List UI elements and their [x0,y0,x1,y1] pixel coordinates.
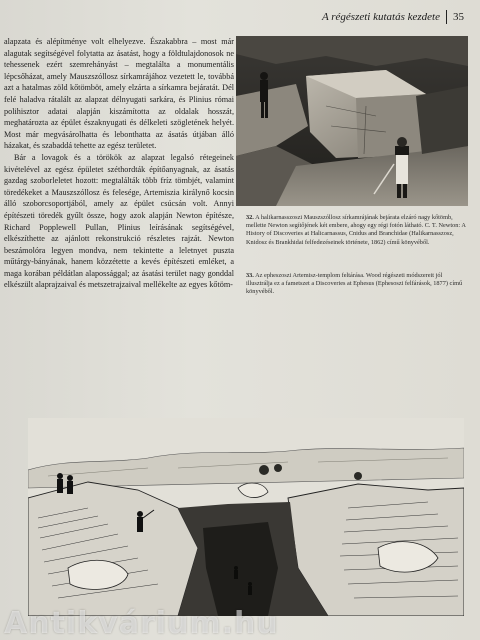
body-paragraph-1: alapzata és alépítménye volt elhelyezve. Északabbra – most már alagutak segítségével folytatta az ásatást, hogy a földtulajdonosok ne tehessenek ezért szemrehányást – megtalálta a monumentális lépcsőházat, amely Mauszszóllosz sírkamrájához vezetett le, továbbá azt a hatalmas zöld kőtömböt, amely elzárta a sírkamra bejáratát. Dél felé haladva rátalált az alapzat délnyugati sarkára, és Plinius római polihisztor adatai alapján kiszámította az oldalak hosszát, meghatározta az épület északnyugati és délkeleti szögletének helyét. Most már megvásárolhatta és lebonthatta az ásatás útjában álló házakat, és szabaddá tehette az egész területet. [4,37,234,151]
running-head-divider [446,10,447,24]
excavation-photo [236,36,468,206]
watermark: Antikvárium.hu [4,606,279,640]
excavation-photo-image [236,36,468,206]
running-head [322,8,464,26]
caption-33-number: 33. [246,272,254,279]
caption-32-number: 32. [246,214,254,221]
caption-33 [246,272,468,297]
caption-32-text: A halikarnasszoszi Mauszszóllosz sírkamrájának bejárata elzáró nagy kőtömb, mellette Newton segítőjének két embere, ahogy egy régi fotón látható. C. T. Newton: A History of Discoveries at Halicarnassus, Cnidus and Branchidae (Halikarnasszosz, Knidosz és Brankhidai felfedezéseinek története, 1862) című könyvéből. [246,214,466,246]
caption-32 [246,214,468,247]
engraving-image [28,418,464,616]
excavation-engraving [28,418,464,616]
body-text-column [4,36,234,414]
body-paragraph-2: Bár a lovagok és a törökök az alapzat legalsó rétegeinek kivételével az egész épületet széthordták építőanyagnak, az ásatás gazdag szoborleletet hozott: megtalálták több fríz tömbjét, valamint töredékeket a Mauszszóllosz és felesége, Artemiszia királynő kocsin álló szoborcsoportjából, amely az épület csúcsán volt. Annyi építészeti töredék gyűlt össze, hogy azok alapján Newton építésze, Richard Popplewell Pullan, Plinius leírásának segítségével, elkészíthette az ajánlott rekonstrukció részletes rajzát. Newton beszámolóra legyen mondva, nem tekintette a leletnyet puszta műtárgy-bányának, hanem közzétette a kevés építészeti emléket, a maga korában példátlan alapossággal; az ásatási terület nagy gonddal elkészült alaprajzaival és metszetrajzaival mellékelte az egyes kőtöm- [4,152,234,290]
running-title: A régészeti kutatás kezdete [321,11,440,23]
caption-33-text: Az epheszoszi Artemisz-templom feltárása. Wood régészeti módszereit jól illusztrálja ez a fametszet a Discoveries at Ephesus (Ephesoszi felfárások, 1877) című könyvéből. [246,272,463,296]
page-number: 35 [453,11,464,23]
